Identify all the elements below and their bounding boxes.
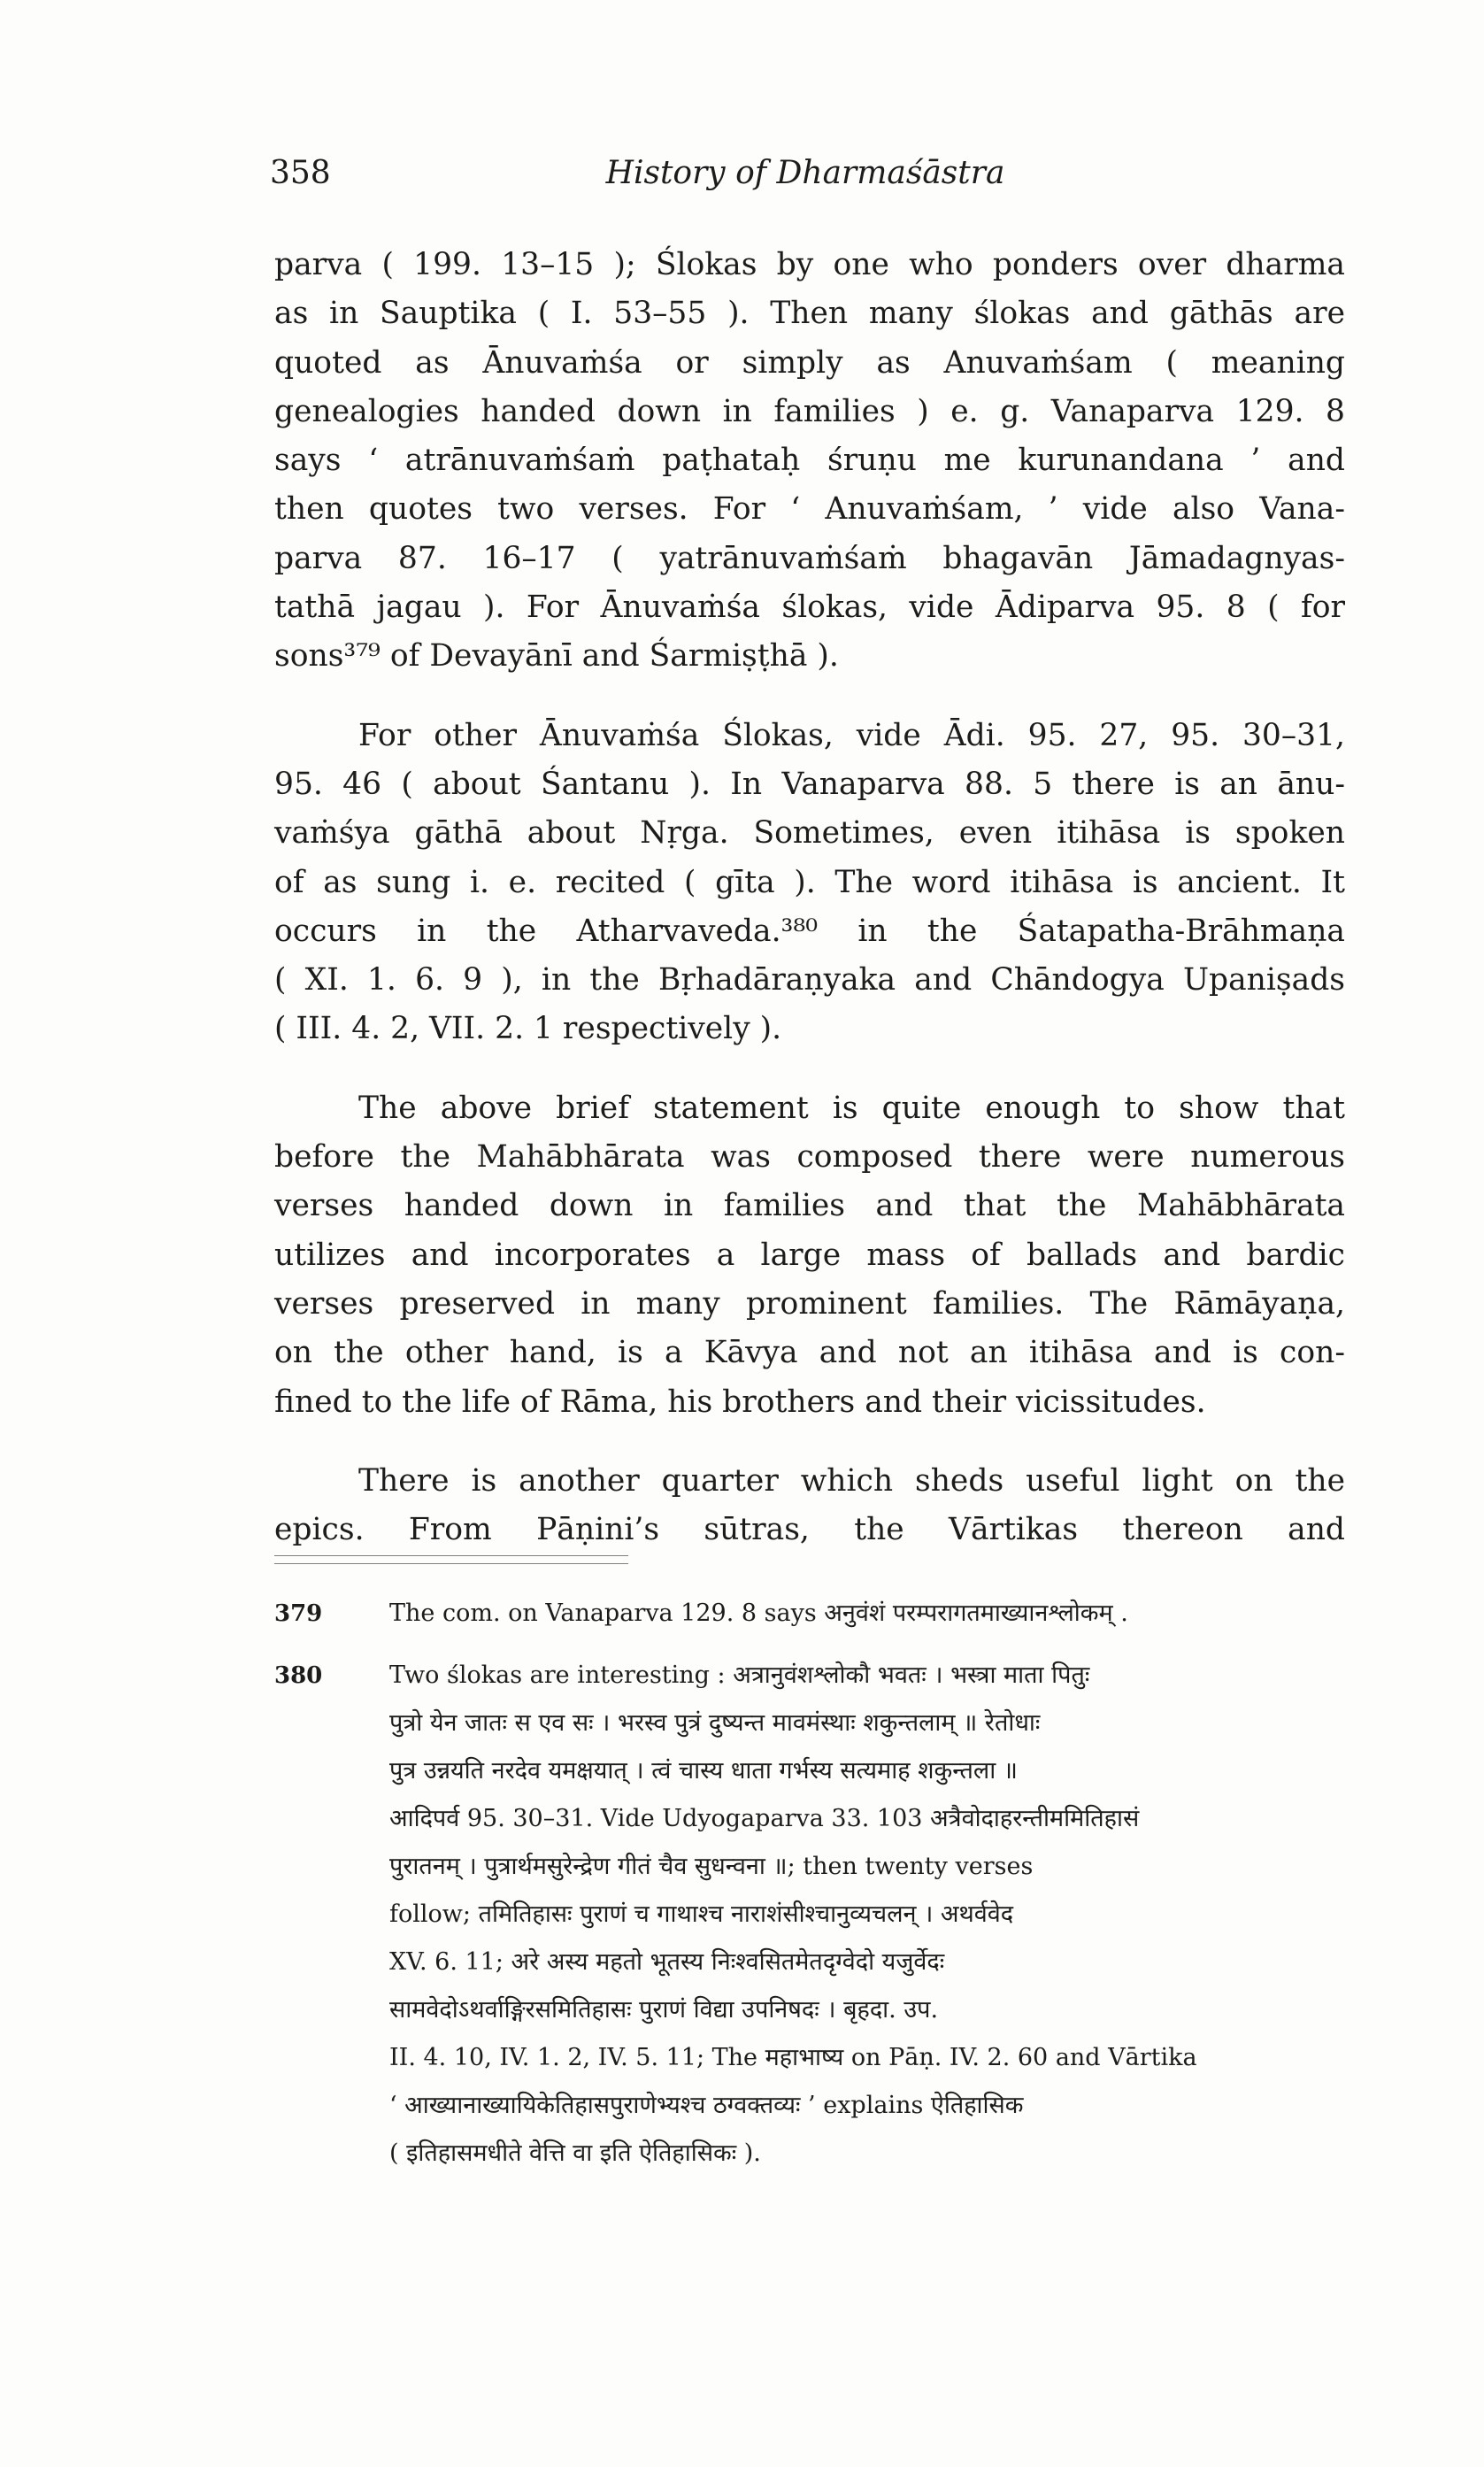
text-line: There is another quarter which sheds useful light on the <box>358 1462 1345 1499</box>
footnote-line: The com. on Vanaparva 129. 8 says अनुवंशं परम्परागतमाख्यानश्लोकम् . <box>389 1600 1128 1627</box>
footnotes <box>274 1590 1345 2192</box>
footnote-line: पुत्रो येन जातः स एव सः । भरस्व पुत्रं दुष्यन्त मावमंस्थाः शकुन्तलाम् ॥ रेतोधाः <box>389 1709 1041 1737</box>
text-line: of as sung i. e. recited ( gīta ). The word itihāsa is ancient. It <box>274 864 1345 900</box>
footnote-line: पुरातनम् । पुत्रार्थमसुरेन्द्रेण गीतं चैव सुधन्वना ॥; then twenty verses <box>389 1853 1034 1880</box>
footnote-line: पुत्र उन्नयति नरदेव यमक्षयात् । त्वं चास्य धाता गर्भस्य सत्यमाह शकुन्तला ॥ <box>389 1757 1018 1785</box>
text-line: For other Ānuvaṁśa Ślokas, vide Ādi. 95. 27, 95. 30–31, <box>358 717 1345 753</box>
text-line: epics. From Pāṇini’s sūtras, the Vārtikas thereon and <box>274 1512 1345 1548</box>
footnote-line: II. 4. 10, IV. 1. 2, IV. 5. 11; The महाभाष्य on Pāṇ. IV. 2. 60 and Vārtika <box>389 2044 1197 2071</box>
text-line: tathā jagau ). For Ānuvaṁśa ślokas, vide Ādiparva 95. 8 ( for <box>274 590 1345 626</box>
text-line: parva 87. 16–17 ( yatrānuvaṁśaṁ bhagavān Jāmadagnyas- <box>274 540 1345 576</box>
text-line: fined to the life of Rāma, his brothers and their vicissitudes. <box>274 1384 1206 1420</box>
text-line: before the Mahābhārata was composed there were numerous <box>274 1139 1345 1176</box>
footnote-380 <box>274 1652 1345 2178</box>
text-line: verses preserved in many prominent families. The Rāmāyaṇa, <box>274 1285 1345 1322</box>
text-line: then quotes two verses. For ‘ Anuvaṁśam, ’ vide also Vana- <box>274 491 1345 528</box>
text-line: 95. 46 ( about Śantanu ). In Vanaparva 88. 5 there is an ānu- <box>274 766 1345 802</box>
text-line: occurs in the Atharvaveda.³⁸⁰ in the Śatapatha-Brāhmaṇa <box>274 913 1345 949</box>
text-line: ( III. 4. 2, VII. 2. 1 respectively ). <box>274 1011 782 1047</box>
footnote-number: 380 <box>274 1662 323 1689</box>
text-line: quoted as Ānuvaṁśa or simply as Anuvaṁśam ( meaning <box>274 344 1345 381</box>
text-line: says ‘ atrānuvaṁśaṁ paṭhataḥ śruṇu me kurunandana ’ and <box>274 443 1345 479</box>
page-header <box>270 155 1341 208</box>
running-title: History of Dharmaśāstra <box>605 155 1005 191</box>
paragraph-1 <box>274 241 1345 682</box>
text-line: verses handed down in families and that the Mahābhārata <box>274 1188 1345 1224</box>
footnote-line: Two ślokas are interesting : अत्रानुवंशश्लोकौ भवतः । भस्त्रा माता पितुः <box>389 1661 1090 1689</box>
footnote-number: 379 <box>274 1600 323 1627</box>
text-line: sons³⁷⁹ of Devayānī and Śarmiṣṭhā ). <box>274 638 839 675</box>
footnote-line: ‘ आख्यानाख्यायिकेतिहासपुराणेभ्यश्च ठग्वक्तव्यः ’ explains ऐतिहासिक <box>389 2092 1024 2119</box>
footnote-divider <box>274 1555 628 1564</box>
footnote-line: आदिपर्व 95. 30–31. Vide Udyogaparva 33. 103 अत्रैवोदाहरन्तीममितिहासं <box>389 1805 1140 1832</box>
text-line: utilizes and incorporates a large mass of ballads and bardic <box>274 1237 1345 1273</box>
page-number: 358 <box>270 155 331 191</box>
text-line: parva ( 199. 13–15 ); Ślokas by one who ponders over dharma <box>274 247 1345 282</box>
text-line: ( XI. 1. 6. 9 ), in the Bṛhadāraṇyaka and Chāndogya Upaniṣads <box>274 962 1345 998</box>
footnote-line: ( इतिहासमधीते वेत्ति वा इति ऐतिहासिकः ). <box>389 2139 761 2167</box>
paragraph-4 <box>274 1457 1345 1555</box>
paragraph-2 <box>274 712 1345 1054</box>
text-line: vaṁśya gāthā about Nṛga. Sometimes, even itihāsa is spoken <box>274 815 1345 852</box>
footnote-line: सामवेदोऽथर्वाङ्गिरसमितिहासः पुराणं विद्या उपनिषदः । बृहदा. उप. <box>389 1996 939 2024</box>
footnote-line: follow; तमितिहासः पुराणं च गाथाश्च नाराशंसीश्चानुव्यचलन् । अथर्ववेद <box>389 1900 1014 1928</box>
footnote-line: XV. 6. 11; अरे अस्य महतो भूतस्य निःश्वसितमेतदृग्वेदो यजुर्वेदः <box>389 1948 945 1976</box>
text-line: as in Sauptika ( I. 53–55 ). Then many ślokas and gāthās are <box>274 296 1345 332</box>
footnote-379 <box>274 1590 1345 1638</box>
text-line: The above brief statement is quite enough to show that <box>358 1090 1345 1126</box>
text-line: on the other hand, is a Kāvya and not an itihāsa and is con- <box>274 1335 1345 1371</box>
paragraph-3 <box>274 1084 1345 1427</box>
main-text <box>274 241 1345 1584</box>
text-line: genealogies handed down in families ) e. g. Vanaparva 129. 8 <box>274 393 1345 429</box>
